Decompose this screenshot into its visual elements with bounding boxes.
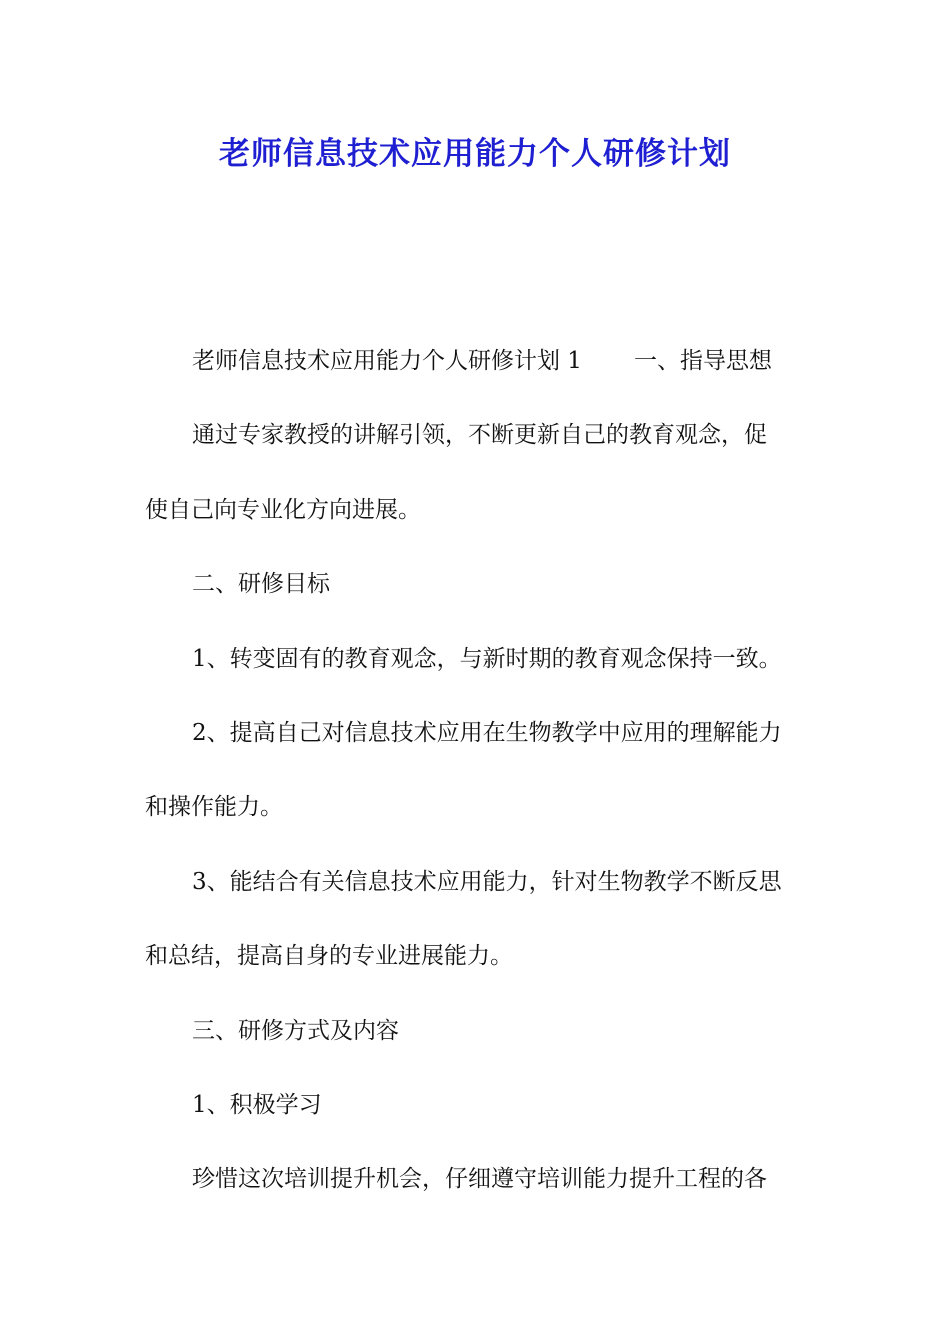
section-heading-goals: 二、研修目标 <box>192 571 330 598</box>
paragraph-line: 通过专家教授的讲解引领，不断更新自己的教育观念，促 <box>192 422 767 449</box>
paragraph-line <box>145 338 810 412</box>
document-body <box>145 338 810 1231</box>
paragraph-line: 2、提高自己对信息技术应用在生物教学中应用的理解能力 <box>192 719 782 746</box>
intro-heading-text: 老师信息技术应用能力个人研修计划 1 <box>192 348 582 374</box>
paragraph-line: 珍惜这次培训提升机会，仔细遵守培训能力提升工程的各 <box>192 1166 767 1193</box>
paragraph-line: 使自己向专业化方向进展。 <box>145 496 421 523</box>
paragraph-line: 和操作能力。 <box>145 794 283 821</box>
section-heading-methods: 三、研修方式及内容 <box>192 1017 399 1044</box>
paragraph-line: 和总结，提高自身的专业进展能力。 <box>145 943 513 970</box>
section-heading-guiding-thought: 一、指导思想 <box>633 348 772 374</box>
subheading-active-learning: 1、积极学习 <box>192 1091 322 1118</box>
document-title: 老师信息技术应用能力个人研修计划 <box>219 136 731 172</box>
paragraph-line: 1、转变固有的教育观念，与新时期的教育观念保持一致。 <box>192 645 782 672</box>
paragraph-line: 3、能结合有关信息技术应用能力，针对生物教学不断反思 <box>192 868 782 895</box>
